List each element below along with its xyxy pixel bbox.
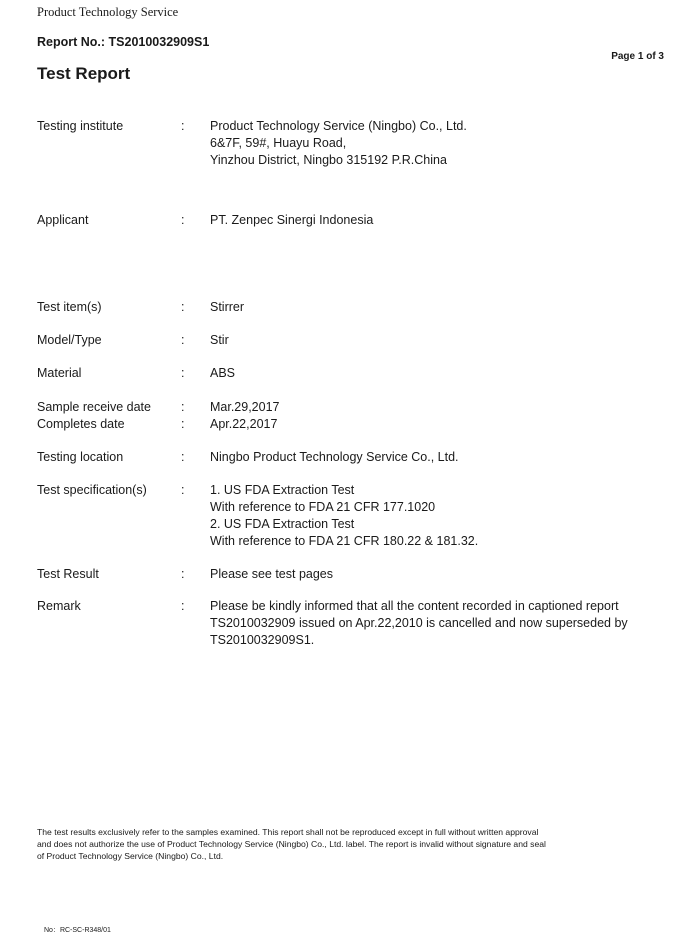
disclaimer-line: of Product Technology Service (Ningbo) Co., Ltd. [37, 851, 224, 861]
completes-date-label: Completes date [37, 417, 125, 431]
test-specification-label: Test specification(s) [37, 483, 147, 497]
testing-institute-value [210, 118, 660, 169]
remark-line: TS2010032909S1. [210, 633, 315, 647]
remark-line: TS2010032909 issued on Apr.22,2010 is cancelled and now superseded by [210, 616, 628, 630]
applicant-colon: : [181, 213, 185, 227]
sample-receive-date-colon: : [181, 400, 185, 414]
remark-line: Please be kindly informed that all the content recorded in captioned report [210, 599, 619, 613]
page-indicator: Page 1 of 3 [611, 51, 664, 62]
report-number: Report No.: TS2010032909S1 [37, 35, 210, 49]
form-code: No：RC-SC-R348/01 [44, 927, 111, 934]
disclaimer-line: and does not authorize the use of Product Technology Service (Ningbo) Co., Ltd. label. The report is invalid without signature and seal [37, 839, 546, 849]
material-colon: : [181, 366, 185, 380]
material-label: Material [37, 366, 82, 380]
specification-line: With reference to FDA 21 CFR 180.22 & 181.32. [210, 534, 479, 548]
testing-location-value: Ningbo Product Technology Service Co., Ltd. [210, 450, 459, 464]
completes-date-value: Apr.22,2017 [210, 417, 278, 431]
model-type-colon: : [181, 333, 185, 347]
remark-value [210, 598, 660, 649]
sample-receive-date-value: Mar.29,2017 [210, 400, 280, 414]
address-line: Yinzhou District, Ningbo 315192 P.R.China [210, 153, 447, 167]
disclaimer-line: The test results exclusively refer to the samples examined. This report shall not be reproduced except in full without written approval [37, 827, 539, 837]
sample-receive-date-label: Sample receive date [37, 400, 151, 414]
testing-location-label: Testing location [37, 450, 124, 464]
test-result-label: Test Result [37, 567, 99, 581]
testing-institute-colon: : [181, 119, 185, 133]
testing-institute-label: Testing institute [37, 119, 124, 133]
applicant-label: Applicant [37, 213, 89, 227]
specification-line: 2. US FDA Extraction Test [210, 517, 355, 531]
remark-label: Remark [37, 599, 81, 613]
address-line: Product Technology Service (Ningbo) Co., Ltd. [210, 119, 467, 133]
dates-labels [37, 399, 151, 433]
test-specification-colon: : [181, 483, 185, 497]
applicant-value: PT. Zenpec Sinergi Indonesia [210, 213, 374, 227]
company-header: Product Technology Service [37, 5, 179, 19]
test-result-colon: : [181, 567, 185, 581]
disclaimer [37, 826, 667, 862]
specification-line: With reference to FDA 21 CFR 177.1020 [210, 500, 436, 514]
material-value: ABS [210, 366, 236, 380]
dates-values [210, 399, 660, 433]
test-specification-value [210, 482, 660, 550]
test-items-label: Test item(s) [37, 300, 102, 314]
remark-colon: : [181, 599, 185, 613]
address-line: 6&7F, 59#, Huayu Road, [210, 136, 347, 150]
dates-colons [181, 399, 184, 433]
document-title: Test Report [37, 64, 131, 83]
model-type-label: Model/Type [37, 333, 102, 347]
model-type-value: Stir [210, 333, 229, 347]
test-items-value: Stirrer [210, 300, 245, 314]
specification-line: 1. US FDA Extraction Test [210, 483, 355, 497]
test-items-colon: : [181, 300, 185, 314]
completes-date-colon: : [181, 417, 185, 431]
test-result-value: Please see test pages [210, 567, 333, 581]
testing-location-colon: : [181, 450, 185, 464]
